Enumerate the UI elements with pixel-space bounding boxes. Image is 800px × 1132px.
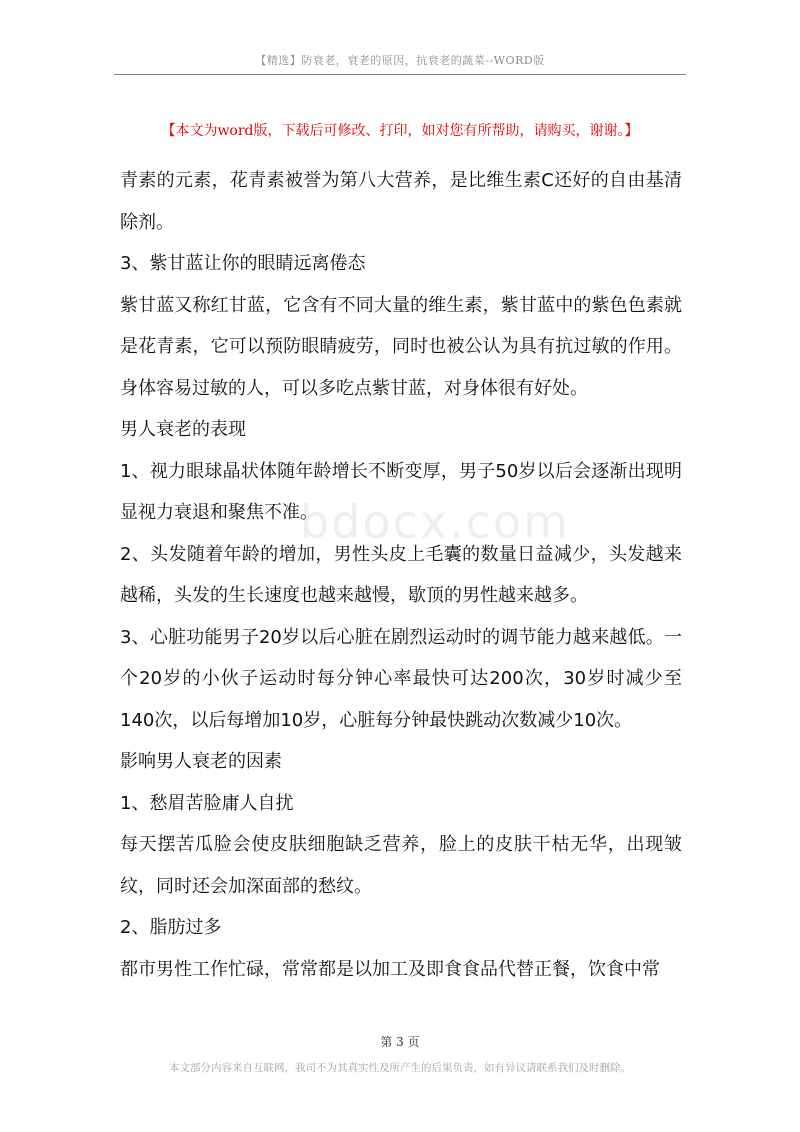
page-number: 第 3 页 — [380, 1035, 420, 1049]
paragraph: 3、心脏功能男子20岁以后心脏在剧烈运动时的调节能力越来越低。一个20岁的小伙子运动时每分钟心率最快可达200次，30岁时减少至140次，以后每增加10岁，心脏每分钟最快跳动次数减少10次。 — [120, 626, 682, 731]
paragraph: 2、头发随着年龄的增加，男性头皮上毛囊的数量日益减少，头发越来越稀，头发的生长速度也越来越慢，歇顶的男性越来越多。 — [120, 543, 682, 606]
section-heading: 2、脂肪过多 — [120, 917, 222, 938]
paragraph: 紫甘蓝又称红甘蓝，它含有不同大量的维生素，紫甘蓝中的紫色色素就是花青素，它可以预防眼睛疲劳，同时也被公认为具有抗过敏的作用。身体容易过敏的人，可以多吃点紫甘蓝，对身体很有好处。 — [120, 294, 682, 399]
section-heading: 男人衰老的表现 — [120, 419, 246, 440]
paragraph: 都市男性工作忙碌，常常都是以加工及即食食品代替正餐，饮食中常 — [120, 958, 660, 980]
download-notice: 【本文为word版，下载后可修改、打印，如对您有所帮助，请购买，谢谢。】 — [161, 123, 639, 139]
document-body — [120, 160, 682, 990]
watermark: bdocx.com — [300, 495, 570, 549]
section-heading: 影响男人衰老的因素 — [120, 751, 282, 772]
paragraph: 每天摆苦瓜脸会使皮肤细胞缺乏营养，脸上的皮肤干枯无华，出现皱纹，同时还会加深面部的愁纹。 — [120, 834, 682, 897]
section-heading: 1、愁眉苦脸庸人自扰 — [120, 792, 294, 814]
header-divider — [114, 74, 686, 75]
footer-disclaimer: 本文部分内容来自互联网，我司不为其真实性及所产生的后果负责，如有异议请联系我们及时删除。 — [169, 1062, 631, 1074]
paragraph: 1、视力眼球晶状体随年龄增长不断变厚，男子50岁以后会逐渐出现明显视力衰退和聚焦不准。 — [120, 460, 682, 523]
page-header-title: 【精选】防衰老，衰老的原因，抗衰老的蔬菜--WORD版 — [255, 54, 545, 67]
section-heading: 3、紫甘蓝让你的眼睛远离倦态 — [120, 253, 366, 274]
paragraph: 青素的元素，花青素被誉为第八大营养，是比维生素C还好的自由基清除剂。 — [120, 170, 682, 233]
